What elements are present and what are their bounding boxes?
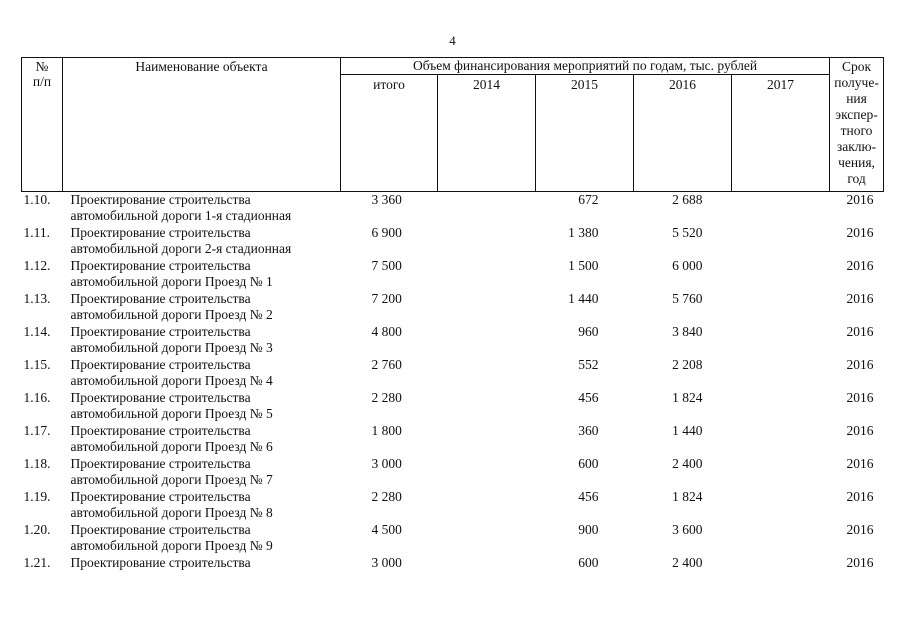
header-number	[22, 58, 63, 192]
row-total: 4 800	[371, 324, 402, 339]
row-name-line2: автомобильной дороги Проезд № 8	[70, 505, 273, 520]
header-year-2017: 2017	[732, 75, 830, 192]
table-row	[22, 555, 884, 588]
header-term-line: Срок	[841, 59, 872, 74]
row-2017	[732, 390, 830, 423]
row-2014	[438, 522, 536, 555]
row-term: 2016	[846, 291, 874, 306]
row-term: 2016	[846, 489, 874, 504]
row-2014	[438, 489, 536, 522]
row-name-line1: Проектирование строительства	[70, 225, 251, 240]
row-2017	[732, 522, 830, 555]
financing-table	[21, 57, 884, 588]
row-2016: 2 400	[672, 555, 703, 570]
row-2016: 1 824	[672, 390, 703, 405]
row-name-line2: автомобильной дороги Проезд № 6	[70, 439, 273, 454]
row-number: 1.14.	[23, 324, 51, 339]
row-total: 2 280	[371, 390, 402, 405]
row-2015: 600	[578, 555, 599, 570]
row-name-line2: автомобильной дороги 2-я стадионная	[70, 241, 292, 256]
row-name-line2: автомобильной дороги Проезд № 1	[70, 274, 273, 289]
row-number: 1.18.	[23, 456, 51, 471]
header-term-line: чения,	[838, 155, 875, 170]
row-2014	[438, 258, 536, 291]
row-2016: 5 520	[672, 225, 703, 240]
table-header	[22, 58, 884, 192]
row-total: 7 500	[371, 258, 402, 273]
row-2016: 2 208	[672, 357, 703, 372]
row-total: 3 000	[371, 456, 402, 471]
row-name-line2: автомобильной дороги Проезд № 2	[70, 307, 273, 322]
row-number: 1.16.	[23, 390, 51, 405]
row-2015: 1 440	[568, 291, 599, 306]
table-row	[22, 192, 884, 226]
table-row	[22, 324, 884, 357]
page-number: 4	[449, 33, 456, 48]
row-object-name	[63, 357, 341, 390]
row-term: 2016	[846, 357, 874, 372]
row-term: 2016	[846, 555, 874, 570]
row-2016: 5 760	[672, 291, 703, 306]
row-2016: 3 600	[672, 522, 703, 537]
row-2014	[438, 456, 536, 489]
header-term-line: тного	[840, 123, 873, 138]
row-2017	[732, 258, 830, 291]
row-total: 2 280	[371, 489, 402, 504]
row-2014	[438, 423, 536, 456]
header-term-line: заклю-	[836, 139, 877, 154]
row-total: 3 000	[371, 555, 402, 570]
row-2017	[732, 456, 830, 489]
header-term-line: экспер-	[835, 107, 878, 122]
row-name-line2: автомобильной дороги Проезд № 7	[70, 472, 273, 487]
row-term: 2016	[846, 522, 874, 537]
row-term: 2016	[846, 456, 874, 471]
row-total: 2 760	[371, 357, 402, 372]
row-2017	[732, 192, 830, 226]
row-object-name	[63, 225, 341, 258]
row-2015: 960	[578, 324, 599, 339]
header-year-2014: 2014	[438, 75, 536, 192]
table-row	[22, 522, 884, 555]
row-2016: 3 840	[672, 324, 703, 339]
header-object-name: Наименование объекта	[63, 58, 341, 192]
row-number: 1.19.	[23, 489, 51, 504]
row-2016: 2 688	[672, 192, 703, 207]
row-2017	[732, 555, 830, 588]
row-object-name	[63, 423, 341, 456]
header-year-2016: 2016	[634, 75, 732, 192]
table-row	[22, 357, 884, 390]
row-term: 2016	[846, 192, 874, 207]
row-2015: 456	[578, 489, 599, 504]
row-2017	[732, 489, 830, 522]
row-2015: 360	[578, 423, 599, 438]
row-2015: 672	[578, 192, 599, 207]
row-name-line1: Проектирование строительства	[70, 423, 251, 438]
row-name-line1: Проектирование строительства	[70, 357, 251, 372]
row-number: 1.10.	[23, 192, 51, 207]
row-object-name	[63, 324, 341, 357]
row-name-line1: Проектирование строительства	[70, 192, 251, 207]
row-2015: 456	[578, 390, 599, 405]
header-term-line: ния	[846, 91, 867, 106]
row-name-line1: Проектирование строительства	[70, 489, 251, 504]
row-term: 2016	[846, 258, 874, 273]
row-number: 1.21.	[23, 555, 51, 570]
row-2014	[438, 390, 536, 423]
table-row	[22, 489, 884, 522]
table-row	[22, 291, 884, 324]
row-object-name	[63, 555, 341, 588]
row-2016: 1 440	[672, 423, 703, 438]
row-total: 4 500	[371, 522, 402, 537]
row-2015: 900	[578, 522, 599, 537]
row-number: 1.20.	[23, 522, 51, 537]
row-name-line1: Проектирование строительства	[70, 258, 251, 273]
row-name-line1: Проектирование строительства	[70, 324, 251, 339]
row-term: 2016	[846, 324, 874, 339]
row-name-line1: Проектирование строительства	[70, 390, 251, 405]
row-object-name	[63, 258, 341, 291]
row-2014	[438, 324, 536, 357]
row-object-name	[63, 390, 341, 423]
table-row	[22, 390, 884, 423]
row-2017	[732, 291, 830, 324]
row-name-line1: Проектирование строительства	[70, 291, 251, 306]
row-object-name	[63, 522, 341, 555]
header-total: итого	[341, 75, 438, 192]
row-total: 1 800	[371, 423, 402, 438]
header-term-line: получе-	[834, 75, 879, 90]
header-financing: Объем финансирования мероприятий по годам, тыс. рублей	[341, 58, 830, 75]
row-2015: 1 380	[568, 225, 599, 240]
row-term: 2016	[846, 390, 874, 405]
header-year-2015: 2015	[536, 75, 634, 192]
row-name-line1: Проектирование строительства	[70, 522, 251, 537]
table-row	[22, 225, 884, 258]
row-name-line1: Проектирование строительства	[70, 555, 251, 570]
header-term-line: год	[847, 171, 866, 186]
header-number-label: п/п	[32, 74, 52, 89]
row-name-line2: автомобильной дороги Проезд № 4	[70, 373, 273, 388]
table-row	[22, 456, 884, 489]
row-2014	[438, 357, 536, 390]
row-object-name	[63, 489, 341, 522]
row-total: 3 360	[371, 192, 402, 207]
row-name-line2: автомобильной дороги Проезд № 9	[70, 538, 273, 553]
row-2015: 600	[578, 456, 599, 471]
row-object-name	[63, 192, 341, 226]
row-term: 2016	[846, 225, 874, 240]
row-2016: 1 824	[672, 489, 703, 504]
row-object-name	[63, 291, 341, 324]
header-term	[830, 58, 884, 192]
row-number: 1.11.	[23, 225, 50, 240]
row-2014	[438, 555, 536, 588]
row-2016: 2 400	[672, 456, 703, 471]
row-2014	[438, 225, 536, 258]
row-2015: 1 500	[568, 258, 599, 273]
row-name-line1: Проектирование строительства	[70, 456, 251, 471]
row-2016: 6 000	[672, 258, 703, 273]
row-2017	[732, 225, 830, 258]
row-2017	[732, 357, 830, 390]
row-number: 1.12.	[23, 258, 51, 273]
header-number-symbol: №	[35, 59, 49, 74]
row-name-line2: автомобильной дороги Проезд № 5	[70, 406, 273, 421]
row-name-line2: автомобильной дороги Проезд № 3	[70, 340, 273, 355]
table-row	[22, 423, 884, 456]
row-2017	[732, 423, 830, 456]
table-row	[22, 258, 884, 291]
row-object-name	[63, 456, 341, 489]
row-2014	[438, 291, 536, 324]
table-body	[22, 192, 884, 589]
row-name-line2: автомобильной дороги 1-я стадионная	[70, 208, 292, 223]
row-total: 7 200	[371, 291, 402, 306]
row-2017	[732, 324, 830, 357]
row-2015: 552	[578, 357, 599, 372]
row-2014	[438, 192, 536, 226]
row-number: 1.13.	[23, 291, 51, 306]
row-term: 2016	[846, 423, 874, 438]
row-number: 1.17.	[23, 423, 51, 438]
row-total: 6 900	[371, 225, 402, 240]
row-number: 1.15.	[23, 357, 51, 372]
